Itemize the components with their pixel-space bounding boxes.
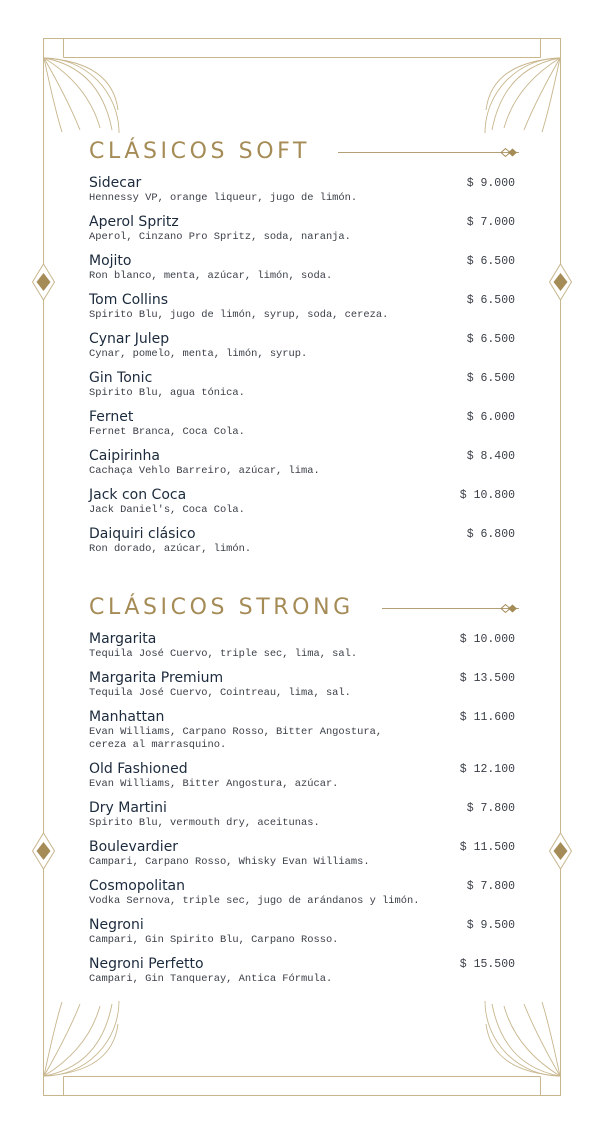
section-clasicos-strong <box>89 594 519 995</box>
item-name: Boulevardier <box>89 839 179 855</box>
item-price: $ 9.500 <box>466 919 515 932</box>
item-name: Manhattan <box>89 709 165 725</box>
item-description: Evan Williams, Carpano Rosso, Bitter Angostura, cereza al marrasquino. <box>89 726 383 751</box>
header-rule <box>338 152 519 153</box>
menu-list <box>89 631 519 986</box>
item-price: $ 6.000 <box>466 411 515 424</box>
item-price: $ 7.800 <box>466 802 515 815</box>
menu-item <box>89 526 519 556</box>
item-description: Ron dorado, azúcar, limón. <box>89 543 252 555</box>
item-description: Campari, Gin Tanqueray, Antica Fórmula. <box>89 973 333 985</box>
item-description: Evan Williams, Bitter Angostura, azúcar. <box>89 778 339 790</box>
section-header <box>89 138 519 166</box>
menu-item <box>89 956 519 986</box>
item-price: $ 6.500 <box>466 333 515 346</box>
item-name: Old Fashioned <box>89 761 188 777</box>
item-name: Cynar Julep <box>89 331 170 347</box>
item-name: Caipirinha <box>89 448 160 464</box>
menu-item <box>89 214 519 244</box>
item-description: Spirito Blu, agua tónica. <box>89 387 245 399</box>
item-description: Spirito Blu, jugo de limón, syrup, soda, cereza. <box>89 309 389 321</box>
menu-item <box>89 370 519 400</box>
item-name: Dry Martini <box>89 800 167 816</box>
item-name: Sidecar <box>89 175 142 191</box>
item-name: Gin Tonic <box>89 370 153 386</box>
section-clasicos-soft <box>89 138 519 565</box>
diamond-ornament <box>499 147 521 158</box>
item-name: Cosmopolitan <box>89 878 186 894</box>
item-description: Spirito Blu, vermouth dry, aceitunas. <box>89 817 320 829</box>
menu-item <box>89 253 519 283</box>
section-header <box>89 594 519 622</box>
item-description: Cachaça Vehlo Barreiro, azúcar, lima. <box>89 465 320 477</box>
menu-item <box>89 761 519 791</box>
menu-item <box>89 839 519 869</box>
menu-item <box>89 409 519 439</box>
menu-item <box>89 709 519 752</box>
item-name: Negroni Perfetto <box>89 956 204 972</box>
item-description: Fernet Branca, Coca Cola. <box>89 426 245 438</box>
item-description: Campari, Gin Spirito Blu, Carpano Rosso. <box>89 934 339 946</box>
item-price: $ 6.500 <box>466 294 515 307</box>
menu-list <box>89 175 519 556</box>
item-description: Tequila José Cuervo, Cointreau, lima, sal. <box>89 687 351 699</box>
menu-item <box>89 917 519 947</box>
item-name: Jack con Coca <box>89 487 187 503</box>
menu-item <box>89 175 519 205</box>
item-name: Tom Collins <box>89 292 169 308</box>
item-price: $ 9.000 <box>466 177 515 190</box>
item-name: Fernet <box>89 409 134 425</box>
item-description: Vodka Sernova, triple sec, jugo de arándanos y limón. <box>89 895 420 907</box>
item-description: Cynar, pomelo, menta, limón, syrup. <box>89 348 308 360</box>
item-price: $ 10.800 <box>459 489 515 502</box>
item-price: $ 10.000 <box>459 633 515 646</box>
menu-item <box>89 487 519 517</box>
item-description: Ron blanco, menta, azúcar, limón, soda. <box>89 270 333 282</box>
item-price: $ 12.100 <box>459 763 515 776</box>
menu-item <box>89 331 519 361</box>
diamond-ornament <box>499 603 521 614</box>
item-description: Tequila José Cuervo, triple sec, lima, sal. <box>89 648 358 660</box>
item-price: $ 6.500 <box>466 255 515 268</box>
item-description: Jack Daniel's, Coca Cola. <box>89 504 245 516</box>
item-price: $ 7.800 <box>466 880 515 893</box>
item-description: Aperol, Cinzano Pro Spritz, soda, naranja. <box>89 231 351 243</box>
menu-item <box>89 448 519 478</box>
item-price: $ 8.400 <box>466 450 515 463</box>
menu-item <box>89 670 519 700</box>
header-rule <box>382 608 519 609</box>
section-title: CLÁSICOS STRONG <box>89 595 354 620</box>
item-price: $ 11.500 <box>459 841 515 854</box>
item-price: $ 11.600 <box>459 711 515 724</box>
item-description: Campari, Carpano Rosso, Whisky Evan Williams. <box>89 856 370 868</box>
menu-item <box>89 878 519 908</box>
item-price: $ 15.500 <box>459 958 515 971</box>
menu-item <box>89 800 519 830</box>
item-name: Aperol Spritz <box>89 214 179 230</box>
menu-item <box>89 292 519 322</box>
menu-item <box>89 631 519 661</box>
item-name: Daiquiri clásico <box>89 526 196 542</box>
item-price: $ 13.500 <box>459 672 515 685</box>
item-price: $ 7.000 <box>466 216 515 229</box>
item-price: $ 6.800 <box>466 528 515 541</box>
item-name: Mojito <box>89 253 132 269</box>
item-name: Margarita Premium <box>89 670 224 686</box>
item-price: $ 6.500 <box>466 372 515 385</box>
item-description: Hennessy VP, orange liqueur, jugo de limón. <box>89 192 358 204</box>
item-name: Negroni <box>89 917 144 933</box>
section-title: CLÁSICOS SOFT <box>89 139 311 164</box>
item-name: Margarita <box>89 631 157 647</box>
